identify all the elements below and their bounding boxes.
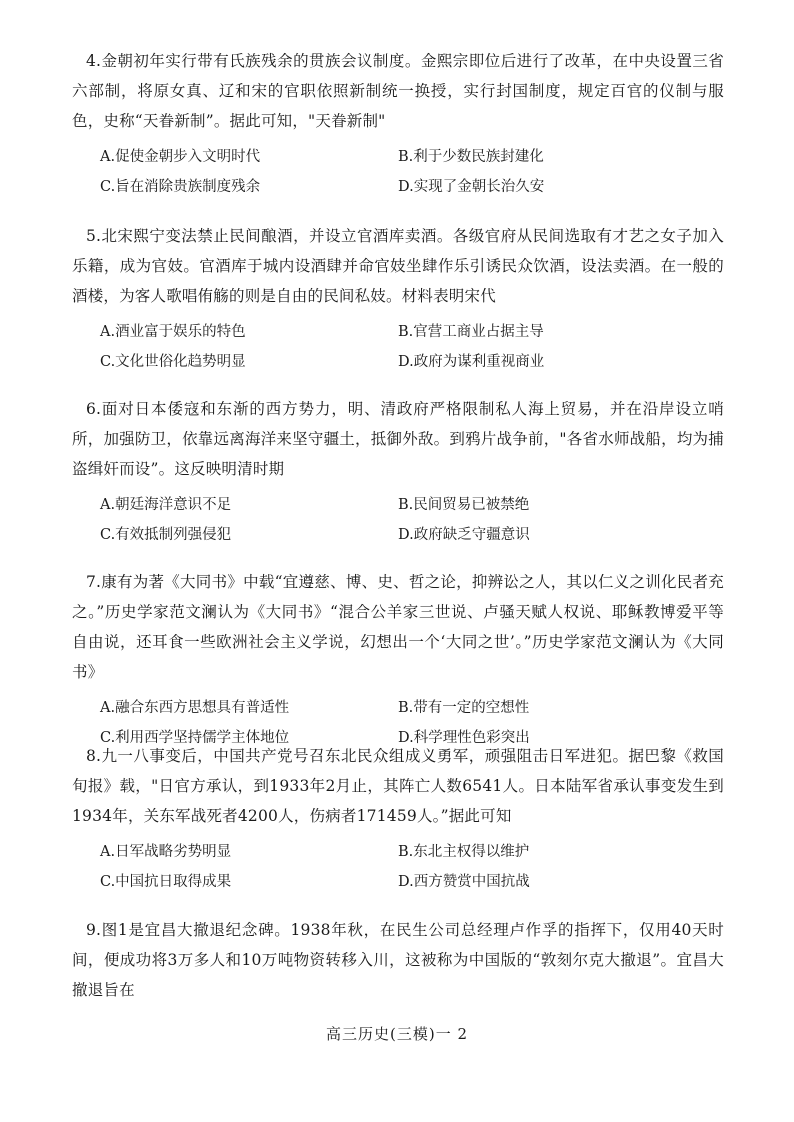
question-9 [72,915,724,1005]
question-7 [72,567,724,753]
question-stem: 8.九一八事变后，中国共产党号召东北民众组成义勇军，顽强阻击日军进犯。据巴黎《救国旬报》载，"日官方承认，到1933年2月止，其阵亡人数6541人。日本陆军省承认事变发生到1934年，关东军战死者4200人，伤病者171459人。”据此可知 [72,747,724,825]
option-a[interactable]: A.日军战略劣势明显 [100,844,232,860]
option-c[interactable]: C.文化世俗化趋势明显 [100,354,246,370]
question-stem: 5.北宋熙宁变法禁止民间酿酒，并设立官酒库卖酒。各级官府从民间选取有才艺之女子加入乐籍，成为官妓。官酒库于城内设酒肆并命官妓坐肆作乐引诱民众饮酒，设法卖酒。在一般的酒楼，为客人歌唱侑觞的则是自由的民间私妓。材料表明宋代 [72,227,724,305]
option-a[interactable]: A.朝廷海洋意识不足 [100,497,232,513]
page-footer: 高三历史(三模)一 2 [325,1025,469,1043]
option-c[interactable]: C.旨在消除贵族制度残余 [100,179,261,195]
question-6 [72,394,724,550]
option-b[interactable]: B.官营工商业占据主导 [398,324,544,340]
question-stem: 9.图1是宜昌大撤退纪念碑。1938年秋，在民生公司总经理卢作孚的指挥下，仅用40天时间，便成功将3万多人和10万吨物资转移入川，这被称为中国版的“敦刻尔克大撤退”。宜昌大撤退旨在 [72,921,724,999]
option-d[interactable]: D.科学理性色彩突出 [398,730,530,746]
option-d[interactable]: D.西方赞赏中国抗战 [398,874,530,890]
option-b[interactable]: B.利于少数民族封建化 [398,149,544,165]
option-d[interactable]: D.政府缺乏守疆意识 [398,527,530,543]
question-5 [72,221,724,377]
option-c[interactable]: C.中国抗日取得成果 [100,874,232,890]
question-stem: 4.金朝初年实行带有氏族残余的贯族会议制度。金熙宗即位后进行了改革，在中央设置三省六部制，将原女真、辽和宋的官职依照新制统一换授，实行封国制度，规定百官的仪制与服色，史称“天眷新制”。据此可知，"天眷新制" [72,52,724,130]
option-a[interactable]: A.促使金朝步入文明时代 [100,149,261,165]
option-b[interactable]: B.带有一定的空想性 [398,700,530,716]
answer-options [72,142,724,202]
option-b[interactable]: B.民间贸易已被禁绝 [398,497,530,513]
option-b[interactable]: B.东北主权得以维护 [398,844,530,860]
answer-options [72,490,724,550]
option-a[interactable]: A.酒业富于娱乐的特色 [100,324,246,340]
answer-options [72,317,724,377]
answer-options [72,837,724,897]
option-c[interactable]: C.有效抵制列强侵犯 [100,527,232,543]
option-d[interactable]: D.政府为谋利重视商业 [398,354,545,370]
question-4 [72,46,724,202]
option-a[interactable]: A.融合东西方思想具有普适性 [100,700,290,716]
option-d[interactable]: D.实现了金朝长治久安 [398,179,545,195]
question-8 [72,741,724,897]
question-stem: 6.面对日本倭寇和东渐的西方势力，明、清政府严格限制私人海上贸易，并在沿岸设立哨所，加强防卫，依靠远离海洋来坚守疆土，抵御外敌。到鸦片战争前，"各省水师战船，均为捕盗缉奸而设”。这反映明清时期 [72,400,724,478]
question-stem: 7.康有为著《大同书》中载“宜遵慈、博、史、哲之论，抑辨讼之人，其以仁义之训化民者充之。”历史学家范文澜认为《大同书》“混合公羊家三世说、卢骚天赋人权说、耶稣教博爱平等自由说，还耳食一些欧洲社会主义学说，幻想出一个‘大同之世’。”历史学家范文澜认为《大同书》 [72,573,724,681]
option-c[interactable]: C.利用西学坚持儒学主体地位 [100,730,290,746]
